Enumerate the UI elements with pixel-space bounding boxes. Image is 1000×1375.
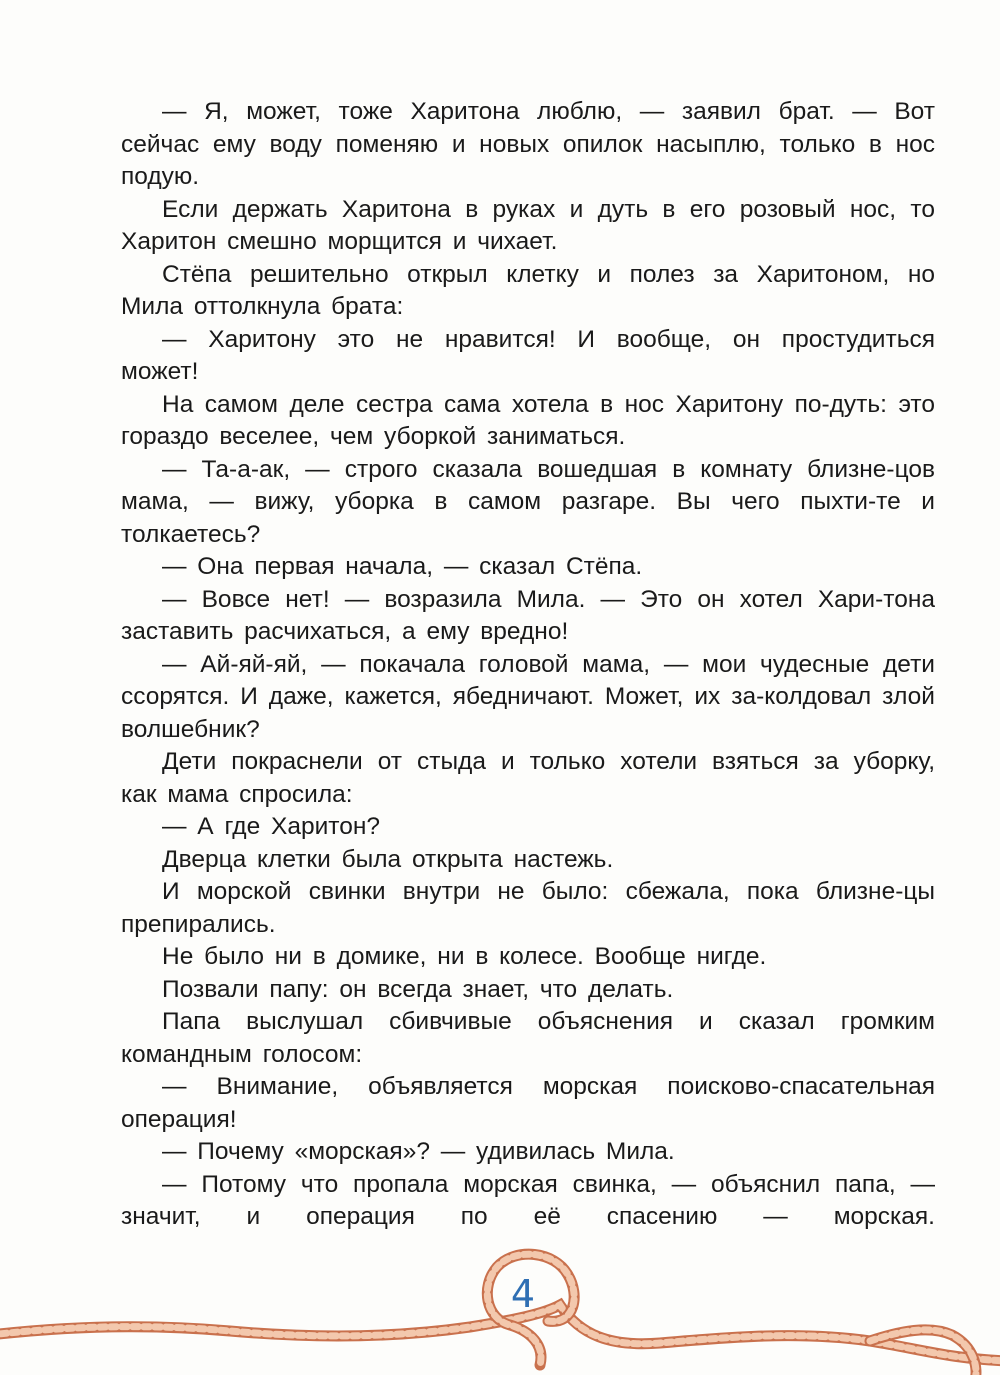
paragraph: Не было ни в домике, ни в колесе. Вообще нигде. — [162, 943, 767, 970]
paragraph: И морской свинки внутри не было: сбежала, пока близне-цы препирались. — [121, 878, 935, 938]
paragraph: Стёпа решительно открыл клетку и полез за Харитоном, но Мила оттолкнула брата: — [121, 260, 935, 320]
paragraph: — Харитону это не нравится! И вообще, он простудиться может! — [121, 325, 935, 385]
paragraph: — Та-а-ак, — строго сказала вошедшая в комнату близне-цов мама, — вижу, уборка в самом разгаре. Вы чего пыхти-те и толкаетесь? — [121, 455, 935, 548]
paragraph: Папа выслушал сбивчивые объяснения и сказал громким командным голосом: — [121, 1008, 935, 1068]
paragraph: — А где Харитон? — [162, 813, 381, 840]
paragraph: — Она первая начала, — сказал Стёпа. — [162, 553, 643, 580]
story-text — [121, 96, 935, 1234]
paragraph: — Потому что пропала морская свинка, — объяснил папа, — значит, и операция по её спасению — морская. — [121, 1170, 935, 1230]
paragraph: — Ай-яй-яй, — покачала головой мама, — мои чудесные дети ссорятся. И даже, кажется, ябедничают. Может, их за-колдовал злой волшебник? — [121, 650, 935, 743]
paragraph: Позвали папу: он всегда знает, что делать. — [162, 975, 674, 1003]
rope-border-icon — [0, 1235, 1000, 1375]
paragraph: Если держать Харитона в руках и дуть в его розовый нос, то Харитон смешно морщится и чихает. — [121, 195, 935, 255]
paragraph: Дверца клетки была открыта настежь. — [162, 845, 614, 873]
paragraph: Дети покраснели от стыда и только хотели взяться за уборку, как мама спросила: — [121, 748, 935, 808]
page-number: 4 — [510, 1272, 536, 1316]
paragraph: — Я, может, тоже Харитона люблю, — заявил брат. — Вот сейчас ему воду поменяю и новых опилок насыплю, только в нос подую. — [121, 98, 935, 190]
paragraph: — Почему «морская»? — удивилась Мила. — [162, 1138, 675, 1165]
paragraph: — Вовсе нет! — возразила Мила. — Это он хотел Хари-тона заставить расчихаться, а ему вредно! — [121, 585, 935, 645]
paragraph: На самом деле сестра сама хотела в нос Харитону по-дуть: это гораздо веселее, чем уборкой заниматься. — [121, 390, 935, 450]
paragraph: — Внимание, объявляется морская поисково-спасательная операция! — [121, 1073, 935, 1133]
